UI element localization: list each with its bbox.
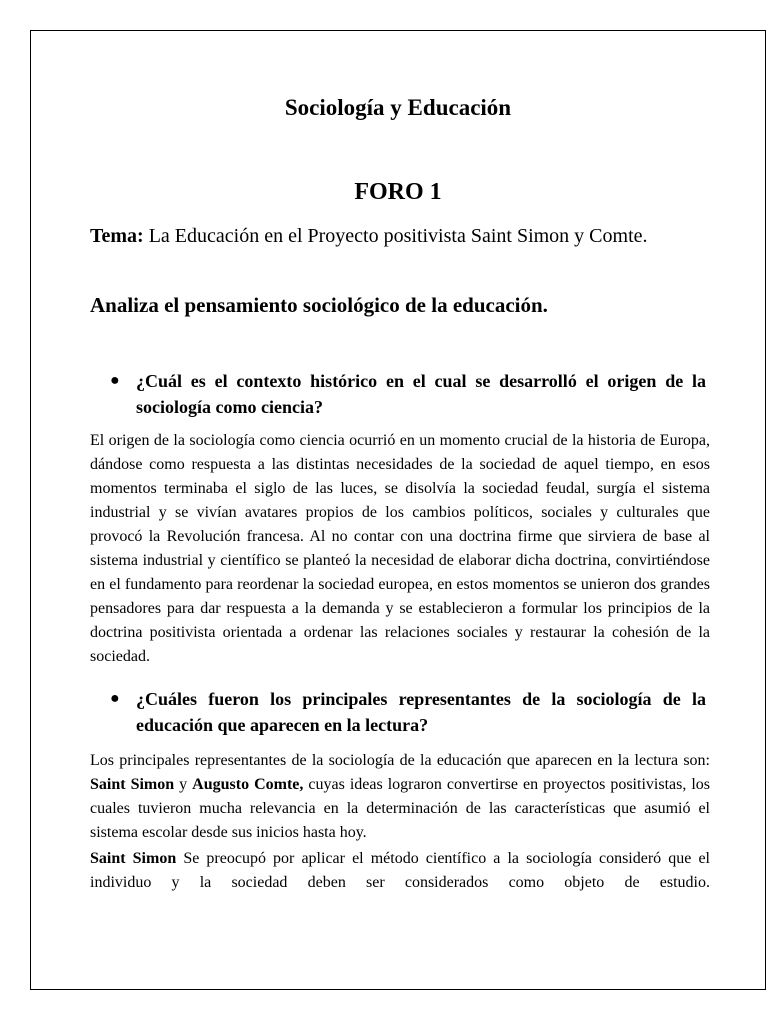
topic-line (90, 221, 691, 251)
question-1-text: ¿Cuál es el contexto histórico en el cual se desarrolló el origen de la sociología como ciencia? (136, 371, 706, 417)
answer-3-paragraph (90, 847, 710, 895)
bullet-icon: ● (110, 372, 120, 389)
answer-2-text-c: cuyas ideas lograron convertirse en proyectos positivistas, los cuales tuvieron mucha relevancia en la determinación de las características que asumió el sistema escolar desde sus inicios hasta hoy. (90, 776, 711, 841)
bullet-icon: ● (110, 690, 120, 707)
forum-heading: FORO 1 (354, 179, 442, 205)
question-2-text: ¿Cuáles fueron los principales representantes de la sociología de la educación que aparecen en la lectura? (136, 689, 706, 735)
answer-1-paragraph: El origen de la sociología como ciencia ocurrió en un momento crucial de la historia de Europa, dándose como respuesta a las distintas necesidades de la sociedad de aquel tiempo, en esos momentos terminaba el siglo de las luces, se disolvía la sociedad feudal, surgía el sistema industrial y se vivían avatares propios de los cambios políticos, sociales y culturales que provocó la Revolución francesa. Al no contar con una doctrina firme que sirviera de base al sistema industrial y científico se planteó la necesidad de elaborar dicha doctrina, convirtiéndose en el fundamento para reordenar la sociedad europea, en estos momentos se unieron dos grandes pensadores para dar respuesta a la demanda y se establecieron a formular los principios de la doctrina positivista orientada a ordenar las relaciones sociales y restaurar la cohesión de la sociedad. (90, 432, 710, 665)
answer-2-text-a: Los principales representantes de la sociología de la educación que aparecen en la lectura son: (90, 752, 710, 769)
instruction-heading: Analiza el pensamiento sociológico de la educación. (90, 293, 548, 317)
answer-3-text: Se preocupó por aplicar el método científico a la sociología consideró que el individuo y la sociedad deben ser considerados como objeto de estudio. (90, 850, 710, 891)
answer-3-name-saint-simon: Saint Simon (90, 850, 177, 867)
topic-text: La Educación en el Proyecto positivista Saint Simon y Comte. (148, 225, 648, 247)
answer-2-paragraph (90, 749, 710, 845)
document-page (30, 30, 766, 990)
document-title: Sociología y Educación (284, 95, 512, 120)
question-1 (110, 368, 706, 420)
topic-label: Tema: (90, 225, 144, 247)
answer-2-name-saint-simon: Saint Simon (90, 776, 175, 793)
answer-2-name-comte: Augusto Comte, (192, 776, 304, 793)
question-2 (110, 686, 706, 738)
answer-2-text-b: y (174, 776, 193, 793)
